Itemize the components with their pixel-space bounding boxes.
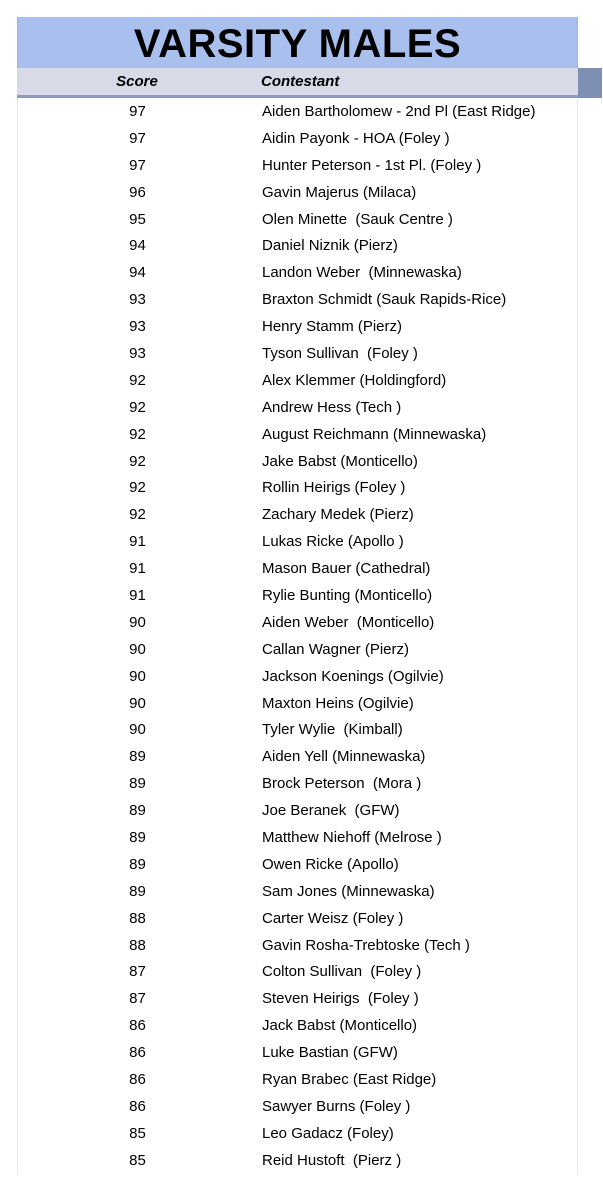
table-row — [18, 985, 577, 1012]
table-header — [17, 68, 578, 98]
table-row — [18, 421, 577, 448]
row-score: 85 — [129, 1124, 146, 1142]
row-contestant: Aiden Yell (Minnewaska) — [262, 748, 426, 766]
results-table-body — [17, 98, 578, 1174]
row-score: 90 — [129, 613, 146, 631]
table-row — [18, 1066, 577, 1093]
table-row — [18, 152, 577, 179]
row-score: 87 — [129, 990, 146, 1008]
row-score: 94 — [129, 264, 146, 282]
title-bar — [17, 17, 578, 68]
row-contestant: Landon Weber (Minnewaska) — [262, 264, 462, 282]
table-row — [18, 609, 577, 636]
table-row — [18, 367, 577, 394]
row-contestant: Jake Babst (Monticello) — [262, 452, 418, 470]
table-row — [18, 663, 577, 690]
row-score: 89 — [129, 828, 146, 846]
table-row — [18, 1039, 577, 1066]
row-contestant: Zachary Medek (Pierz) — [262, 506, 414, 524]
row-score: 91 — [129, 560, 146, 578]
table-row — [18, 824, 577, 851]
row-contestant: Carter Weisz (Foley ) — [262, 909, 404, 927]
row-contestant: Olen Minette (Sauk Centre ) — [262, 210, 453, 228]
table-row — [18, 743, 577, 770]
row-contestant: Rylie Bunting (Monticello) — [262, 586, 433, 604]
row-contestant: Mason Bauer (Cathedral) — [262, 560, 431, 578]
row-score: 93 — [129, 291, 146, 309]
row-score: 89 — [129, 748, 146, 766]
row-contestant: Luke Bastian (GFW) — [262, 1044, 398, 1062]
row-contestant: Leo Gadacz (Foley) — [262, 1124, 394, 1142]
table-row — [18, 394, 577, 421]
row-score: 89 — [129, 855, 146, 873]
row-contestant: August Reichmann (Minnewaska) — [262, 425, 487, 443]
row-contestant: Rollin Heirigs (Foley ) — [262, 479, 406, 497]
table-row — [18, 770, 577, 797]
table-row — [18, 528, 577, 555]
row-score: 93 — [129, 318, 146, 336]
row-contestant: Hunter Peterson - 1st Pl. (Foley ) — [262, 156, 482, 174]
row-score: 90 — [129, 667, 146, 685]
row-score: 90 — [129, 694, 146, 712]
table-row — [18, 259, 577, 286]
row-contestant: Aiden Weber (Monticello) — [262, 613, 435, 631]
table-row — [18, 340, 577, 367]
row-contestant: Lukas Ricke (Apollo ) — [262, 533, 404, 551]
row-score: 97 — [129, 102, 146, 120]
table-row — [18, 1093, 577, 1120]
row-contestant: Henry Stamm (Pierz) — [262, 318, 403, 336]
row-score: 86 — [129, 1017, 146, 1035]
row-score: 92 — [129, 479, 146, 497]
contestant-column-header: Contestant — [261, 73, 340, 90]
row-score: 92 — [129, 425, 146, 443]
table-row — [18, 179, 577, 206]
table-row — [18, 636, 577, 663]
row-contestant: Jackson Koenings (Ogilvie) — [262, 667, 444, 685]
table-row — [18, 98, 577, 125]
row-score: 92 — [129, 452, 146, 470]
row-contestant: Ryan Brabec (East Ridge) — [262, 1071, 437, 1088]
row-score: 92 — [129, 506, 146, 524]
row-contestant: Gavin Rosha-Trebtoske (Tech ) — [262, 936, 470, 954]
table-row — [18, 932, 577, 959]
table-row — [18, 448, 577, 475]
table-row — [18, 286, 577, 313]
table-row — [18, 313, 577, 340]
table-row — [18, 1012, 577, 1039]
table-row — [18, 582, 577, 609]
row-score: 89 — [129, 882, 146, 900]
row-score: 93 — [129, 344, 146, 362]
table-row — [18, 716, 577, 743]
row-contestant: Jack Babst (Monticello) — [262, 1017, 418, 1035]
row-score: 86 — [129, 1044, 146, 1062]
row-contestant: Aiden Bartholomew - 2nd Pl (East Ridge) — [262, 102, 536, 120]
table-row — [18, 232, 577, 259]
row-contestant: Sam Jones (Minnewaska) — [262, 882, 435, 900]
row-contestant: Gavin Majerus (Milaca) — [262, 183, 417, 201]
row-score: 90 — [129, 721, 146, 739]
table-row — [18, 690, 577, 717]
row-contestant: Reid Hustoft (Pierz ) — [262, 1151, 402, 1169]
row-contestant: Aidin Payonk - HOA (Foley ) — [262, 129, 450, 147]
row-contestant: Matthew Niehoff (Melrose ) — [262, 828, 442, 846]
row-score: 91 — [129, 533, 146, 551]
row-score: 87 — [129, 963, 146, 981]
row-contestant: Alex Klemmer (Holdingford) — [262, 371, 447, 389]
row-score: 97 — [129, 156, 146, 174]
table-row — [18, 905, 577, 932]
row-contestant: Braxton Schmidt (Sauk Rapids-Rice) — [262, 291, 507, 309]
row-contestant: Steven Heirigs (Foley ) — [262, 990, 419, 1008]
row-score: 92 — [129, 398, 146, 416]
row-score: 97 — [129, 129, 146, 147]
row-score: 85 — [129, 1151, 146, 1169]
row-contestant: Daniel Niznik (Pierz) — [262, 237, 398, 255]
table-row — [18, 878, 577, 905]
table-row — [18, 959, 577, 986]
row-score: 88 — [129, 909, 146, 927]
row-contestant: Joe Beranek (GFW) — [262, 802, 400, 820]
table-row — [18, 1147, 577, 1174]
page-title: VARSITY MALES — [133, 21, 462, 66]
row-contestant: Sawyer Burns (Foley ) — [262, 1097, 411, 1115]
header-tab-marker — [578, 68, 602, 98]
table-row — [18, 1120, 577, 1147]
row-contestant: Callan Wagner (Pierz) — [262, 640, 409, 658]
table-row — [18, 797, 577, 824]
row-contestant: Maxton Heins (Ogilvie) — [262, 694, 414, 712]
row-score: 94 — [129, 237, 146, 255]
row-score: 86 — [129, 1071, 146, 1088]
row-contestant: Tyson Sullivan (Foley ) — [262, 344, 418, 362]
table-row — [18, 125, 577, 152]
row-score: 88 — [129, 936, 146, 954]
row-score: 89 — [129, 775, 146, 793]
row-score: 92 — [129, 371, 146, 389]
results-sheet — [17, 17, 578, 1174]
row-score: 90 — [129, 640, 146, 658]
row-contestant: Colton Sullivan (Foley ) — [262, 963, 422, 981]
score-column-header: Score — [116, 73, 158, 90]
table-row — [18, 555, 577, 582]
row-score: 95 — [129, 210, 146, 228]
table-row — [18, 501, 577, 528]
row-score: 89 — [129, 802, 146, 820]
row-score: 91 — [129, 586, 146, 604]
row-score: 86 — [129, 1097, 146, 1115]
table-row — [18, 206, 577, 233]
row-contestant: Tyler Wylie (Kimball) — [262, 721, 403, 739]
row-contestant: Brock Peterson (Mora ) — [262, 775, 422, 793]
table-row — [18, 474, 577, 501]
row-contestant: Owen Ricke (Apollo) — [262, 855, 399, 873]
table-row — [18, 851, 577, 878]
row-contestant: Andrew Hess (Tech ) — [262, 398, 402, 416]
row-score: 96 — [129, 183, 146, 201]
